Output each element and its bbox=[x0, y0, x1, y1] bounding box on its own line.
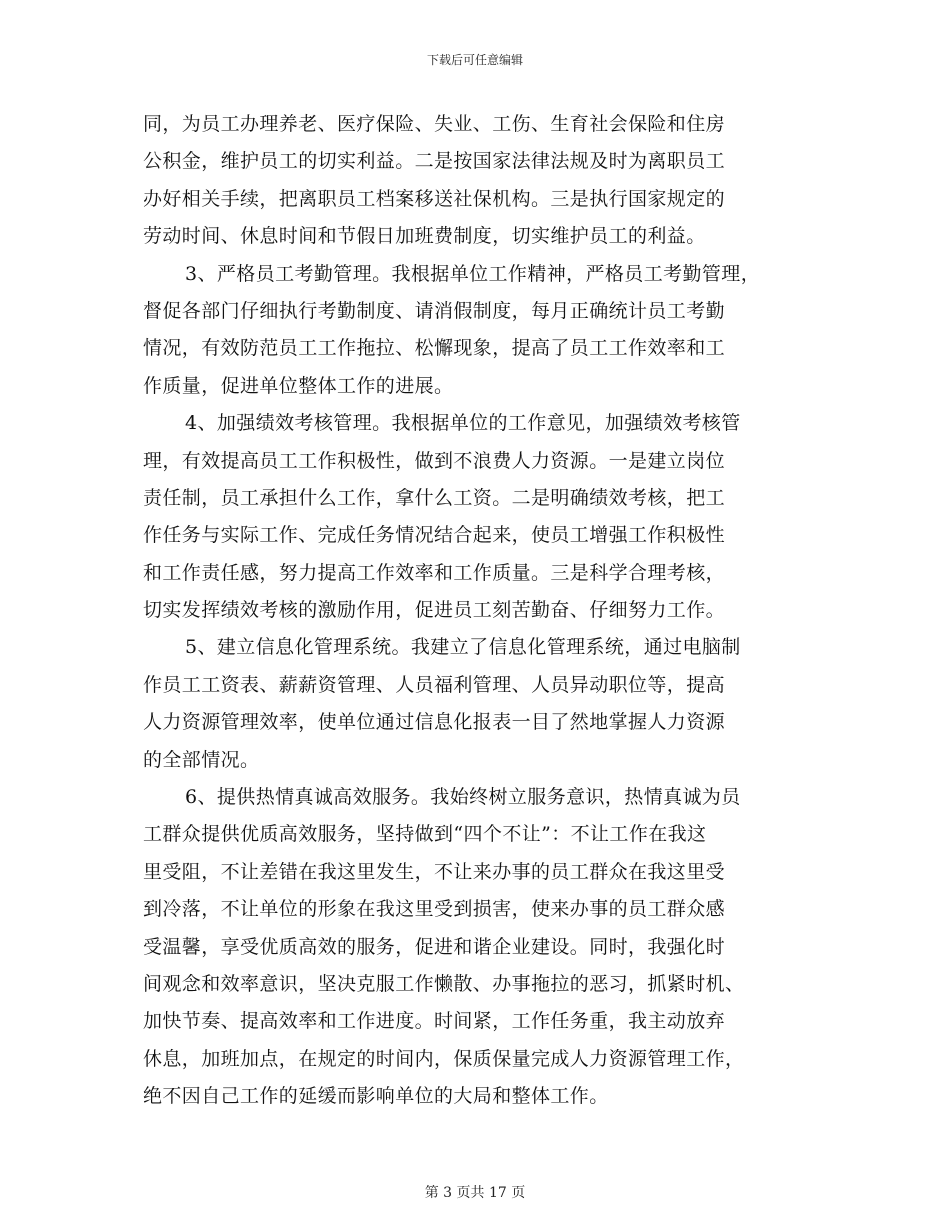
page-header: 下载后可任意编辑 bbox=[426, 53, 523, 67]
paragraph-line: 责任制，员工承担什么工作，拿什么工资。二是明确绩效考核，把工 bbox=[143, 486, 726, 509]
document-body bbox=[143, 106, 833, 1116]
paragraph-line: 督促各部门仔细执行考勤制度、请消假制度，每月正确统计员工考勤 bbox=[143, 299, 726, 322]
paragraph-line: 作质量，促进单位整体工作的进展。 bbox=[143, 374, 454, 397]
page-footer: 第 3 页共 17 页 bbox=[424, 1185, 526, 1201]
paragraph-line: 间观念和效率意识，坚决克服工作懒散、办事拖拉的恶习，抓紧时机、 bbox=[143, 972, 745, 995]
paragraph-line: 劳动时间、休息时间和节假日加班费制度，切实维护员工的利益。 bbox=[143, 225, 706, 248]
paragraph-line: 绝不因自己工作的延缓而影响单位的大局和整体工作。 bbox=[143, 1085, 609, 1108]
paragraph-first-line: 5、建立信息化管理系统。我建立了信息化管理系统，通过电脑制 bbox=[185, 636, 741, 659]
paragraph-line: 办好相关手续，把离职员工档案移送社保机构。三是执行国家规定的 bbox=[143, 187, 726, 210]
paragraph-line: 作员工工资表、薪薪资管理、人员福利管理、人员异动职位等，提高 bbox=[143, 673, 726, 696]
paragraph-line: 休息，加班加点，在规定的时间内，保质保量完成人力资源管理工作， bbox=[143, 1047, 745, 1070]
paragraph-line: 里受阻，不让差错在我这里发生，不让来办事的员工群众在我这里受 bbox=[143, 860, 726, 883]
paragraph-line: 的全部情况。 bbox=[143, 748, 260, 771]
paragraph-line: 情况，有效防范员工工作拖拉、松懈现象，提高了员工工作效率和工 bbox=[143, 337, 726, 360]
paragraph-line: 公积金，维护员工的切实利益。二是按国家法律法规及时为离职员工 bbox=[143, 150, 726, 173]
paragraph-line: 理，有效提高员工工作积极性，做到不浪费人力资源。一是建立岗位 bbox=[143, 449, 726, 472]
paragraph-line: 受温馨，享受优质高效的服务，促进和谐企业建设。同时，我强化时 bbox=[143, 935, 726, 958]
paragraph-first-line: 6、提供热情真诚高效服务。我始终树立服务意识，热情真诚为员 bbox=[185, 786, 741, 809]
paragraph-line: 作任务与实际工作、完成任务情况结合起来，使员工增强工作积极性 bbox=[143, 524, 726, 547]
paragraph-line: 切实发挥绩效考核的激励作用，促进员工刻苦勤奋、仔细努力工作。 bbox=[143, 599, 726, 622]
paragraph-line: 工群众提供优质高效服务，坚持做到“四个不让”：不让工作在我这 bbox=[143, 823, 707, 846]
paragraph-line: 同，为员工办理养老、医疗保险、失业、工伤、生育社会保险和住房 bbox=[143, 113, 726, 135]
paragraph-line: 到冷落，不让单位的形象在我这里受到损害，使来办事的员工群众感 bbox=[143, 898, 726, 921]
paragraph-line: 人力资源管理效率，使单位通过信息化报表一目了然地掌握人力资源 bbox=[143, 711, 726, 734]
paragraph-line: 和工作责任感，努力提高工作效率和工作质量。三是科学合理考核， bbox=[143, 561, 726, 584]
paragraph-first-line: 4、加强绩效考核管理。我根据单位的工作意见，加强绩效考核管 bbox=[185, 412, 741, 435]
paragraph-line: 加快节奏、提高效率和工作进度。时间紧，工作任务重，我主动放弃 bbox=[143, 1010, 726, 1033]
paragraph-first-line: 3、严格员工考勤管理。我根据单位工作精神，严格员工考勤管理， bbox=[185, 262, 761, 285]
